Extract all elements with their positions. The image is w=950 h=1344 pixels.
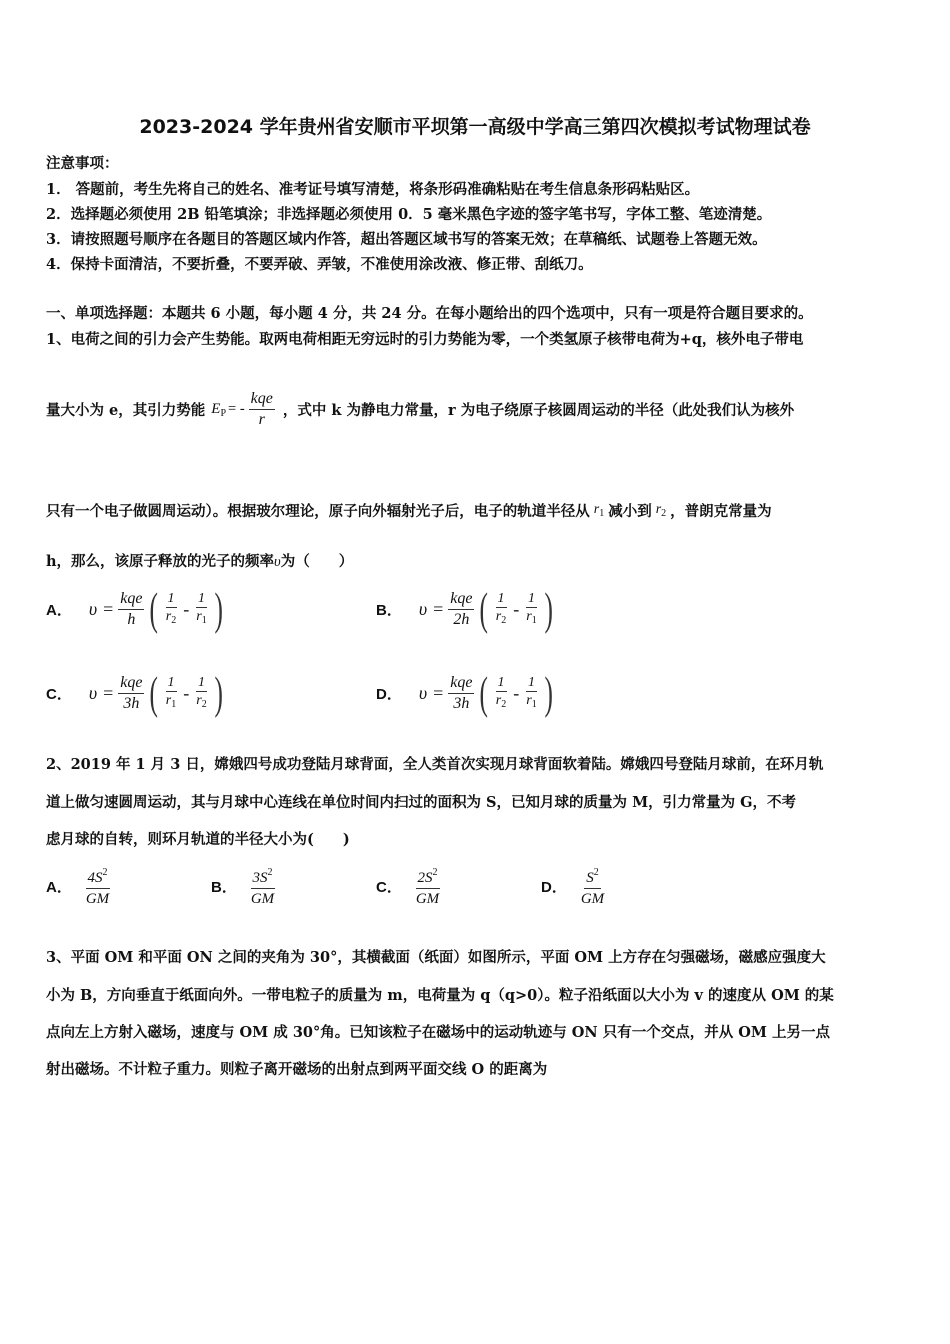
q2-line-1: 2、2019 年 1 月 3 日，嫦娥四号成功登陆月球背面，全人类首次实现月球背面软着陆。嫦娥四号登陆月球前，在环月轨	[46, 756, 824, 773]
r2-symbol: $r_2$	[655, 502, 667, 519]
q1-option-c[interactable]: C． υ = $\frac{\text{kqe}}{3h}$ ( $\frac{1}{r_1}$ - $\frac{1}{r_2}$ )	[46, 667, 223, 718]
q2-line-2: 道上做匀速圆周运动，其与月球中心连线在单位时间内扫过的面积为 S，已知月球的质量为 M，引力常量为 G，不考	[46, 794, 797, 811]
q2-option-c[interactable]: C． $\frac{2S^2}{GM}$	[376, 864, 443, 908]
q1-option-b[interactable]: B． υ = $\frac{\text{kqe}}{2h}$ ( $\frac{1}{r_2}$ - $\frac{1}{r_1}$ )	[376, 583, 553, 634]
page-title: 2023-2024 学年贵州省安顺市平坝第一高级中学高三第四次模拟考试物理试卷	[139, 116, 811, 138]
section-heading: 一、单项选择题：本题共 6 小题，每小题 4 分，共 24 分。在每小题给出的四个选项中，只有一项是符合题目要求的。	[46, 305, 813, 322]
q1-line-1: 1、电荷之间的引力会产生势能。取两电荷相距无穷远时的引力势能为零，一个类氢原子核带电荷为+q，核外电子带电	[46, 331, 804, 348]
notice-item-4: 4．保持卡面清洁，不要折叠，不要弄破、弄皱，不准使用涂改液、修正带、刮纸刀。	[46, 256, 593, 273]
notice-header: 注意事项：	[46, 155, 119, 172]
q1-text-c: 只有一个电子做圆周运动）。根据玻尔理论，原子向外辐射光子后，电子的轨道半径从	[46, 503, 590, 520]
q1-text-d: 减小到	[608, 503, 652, 520]
ep-equals: = -	[228, 401, 245, 417]
r1-symbol: $r_1$	[593, 502, 605, 519]
q1-option-a[interactable]: A． υ = $\frac{\text{kqe}}{h}$ ( $\frac{1}{r_2}$ - $\frac{1}{r_1}$ )	[46, 583, 223, 634]
notice-item-2: 2．选择题必须使用 2B 铅笔填涂；非选择题必须使用 0．5 毫米黑色字迹的签字笔书写，字体工整、笔迹清楚。	[46, 206, 772, 223]
q1-line-4: h，那么，该原子释放的光子的频率υ为（ ）	[46, 553, 354, 570]
q3-line-2: 小为 B，方向垂直于纸面向外。一带电粒子的质量为 m，电荷量为 q（q>0）。粒子沿纸面以大小为 v 的速度从 OM 的某	[46, 987, 834, 1004]
notice-item-3: 3．请按照题号顺序在各题目的答题区域内作答，超出答题区域书写的答案无效；在草稿纸、试题卷上答题无效。	[46, 231, 767, 248]
q1-text-a: 量大小为 e，其引力势能	[46, 402, 206, 419]
q2-option-a[interactable]: A． $\frac{4S^2}{GM}$	[46, 864, 113, 908]
q1-line-2	[46, 390, 794, 429]
notice-item-1: 1． 答题前，考生先将自己的姓名、准考证号填写清楚，将条形码准确粘贴在考生信息条形码粘贴区。	[46, 181, 700, 198]
q1-text-b: ，式中 k 为静电力常量，r 为电子绕原子核圆周运动的半径（此处我们认为核外	[282, 402, 795, 419]
q2-option-b[interactable]: B． $\frac{3S^2}{GM}$	[211, 864, 278, 908]
ep-fraction: $\frac{\text{kqe}}{r}$	[250, 390, 273, 428]
q3-line-4: 射出磁场。不计粒子重力。则粒子离开磁场的出射点到两平面交线 O 的距离为	[46, 1061, 548, 1078]
q2-line-3: 虑月球的自转，则环月轨道的半径大小为( )	[46, 831, 350, 848]
ep-symbol: $E_P$	[211, 400, 227, 419]
q3-line-3: 点向左上方射入磁场，速度与 OM 成 30°角。已知该粒子在磁场中的运动轨迹与 ON 只有一个交点，并从 OM 上另一点	[46, 1024, 831, 1041]
q1-option-d[interactable]: D． υ = $\frac{\text{kqe}}{3h}$ ( $\frac{1}{r_2}$ - $\frac{1}{r_1}$ )	[376, 667, 553, 718]
q1-line-3	[46, 500, 772, 521]
q2-option-d[interactable]: D． $\frac{S^2}{GM}$	[541, 864, 608, 908]
q3-line-1: 3、平面 OM 和平面 ON 之间的夹角为 30°，其横截面（纸面）如图所示，平面 OM 上方存在匀强磁场，磁感应强度大	[46, 949, 826, 966]
q1-text-e: ，普朗克常量为	[670, 503, 772, 520]
